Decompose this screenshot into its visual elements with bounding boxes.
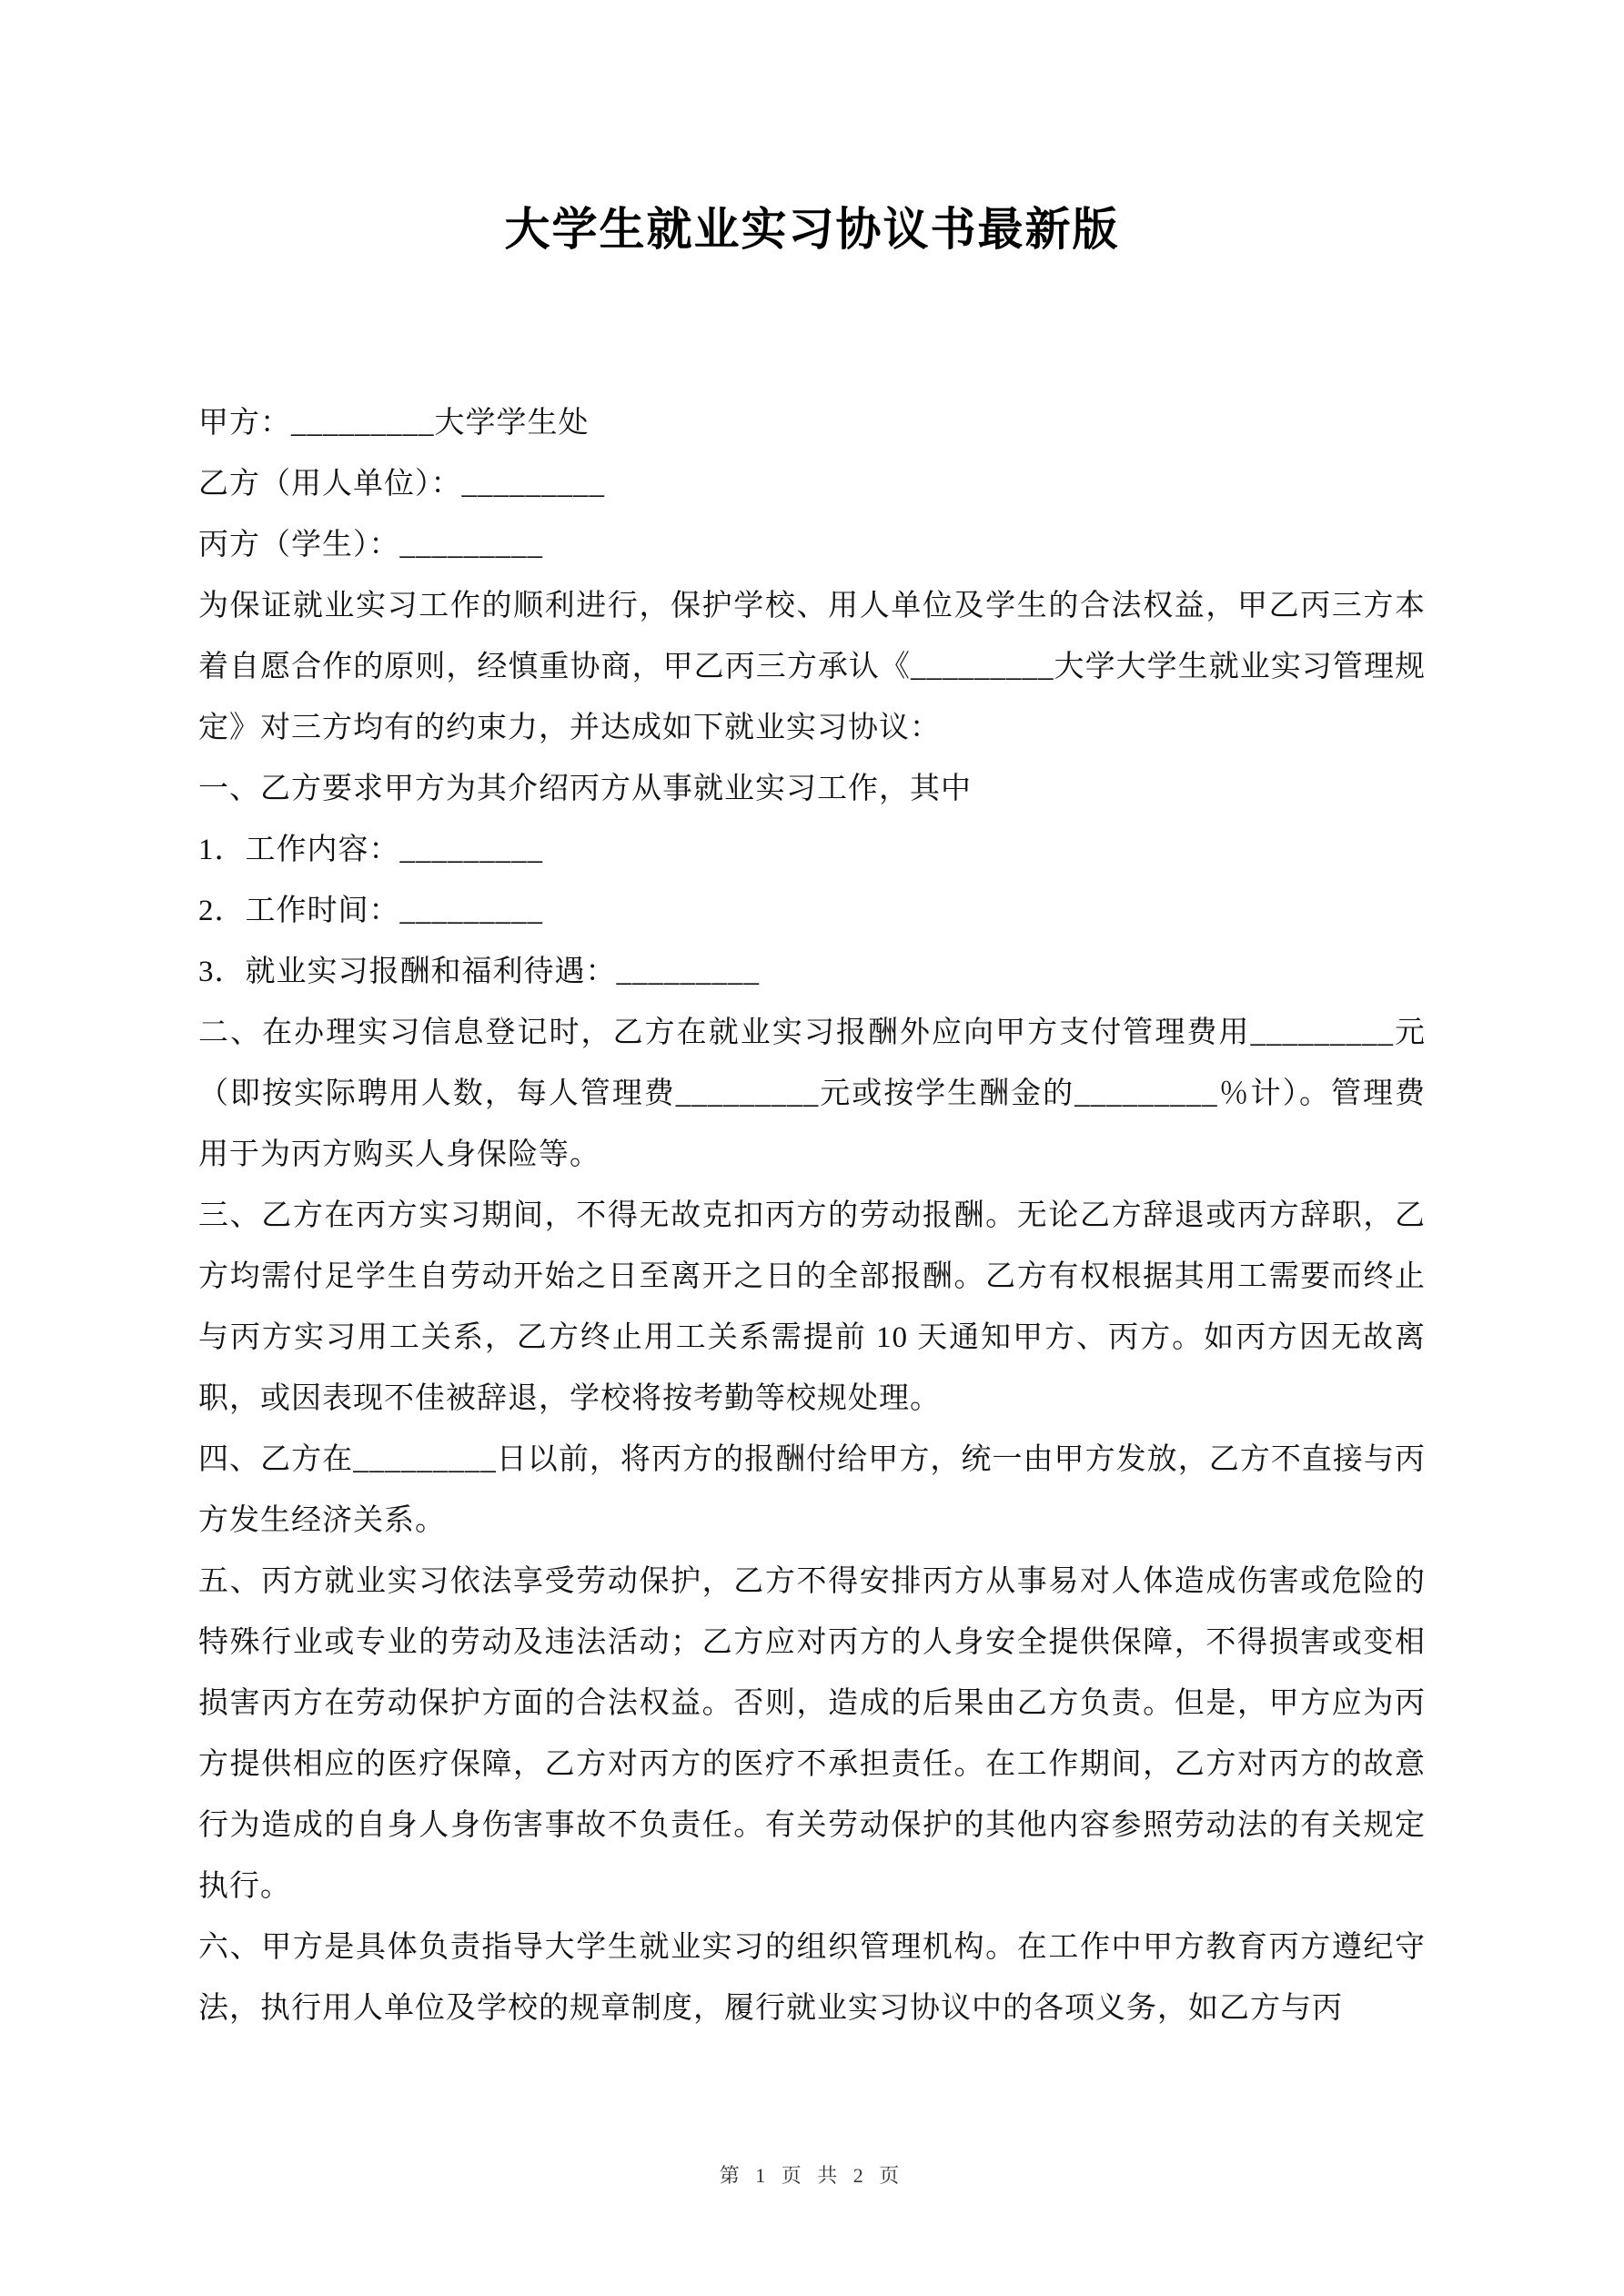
paragraph-clause-1-item1: 1．工作内容：_________ (198, 834, 543, 866)
paragraph-clause-1-item2: 2．工作时间：_________ (198, 895, 543, 927)
paragraph-party-b: 乙方（用人单位）：_________ (198, 468, 605, 501)
paragraph-clause-5: 五、丙方就业实习依法享受劳动保护，乙方不得安排丙方从事易对人体造成伤害或危险的特殊行业或专业的劳动及违法活动；乙方应对丙方的人身安全提供保障，不得损害或变相损害丙方在劳动保护方面的合法权益。否则，造成的后果由乙方负责。但是，甲方应为丙方提供相应的医疗保障，乙方对丙方的医疗不承担责任。在工作期间，乙方对丙方的故意行为造成的自身人身伤害事故不负责任。有关劳动保护的其他内容参照劳动法的有关规定执行。 (198, 1565, 1426, 1903)
page-footer: 第 1 页 共 2 页 (719, 2164, 905, 2187)
paragraph-clause-6: 六、甲方是具体负责指导大学生就业实习的组织管理机构。在工作中甲方教育丙方遵纪守法，执行用人单位及学校的规章制度，履行就业实习协议中的各项义务，如乙方与丙 (198, 1931, 1426, 2025)
paragraph-clause-1-item3: 3．就业实习报酬和福利待遇：_________ (198, 956, 760, 988)
paragraph-clause-1: 一、乙方要求甲方为其介绍丙方从事就业实习工作，其中 (198, 773, 972, 805)
paragraph-party-a: 甲方：_________大学学生处 (198, 407, 590, 440)
paragraph-clause-2: 二、在办理实习信息登记时，乙方在就业实习报酬外应向甲方支付管理费用_________元（即按实际聘用人数，每人管理费_________元或按学生酬金的_________％计）。管理费用于为丙方购买人身保险等。 (198, 1017, 1426, 1171)
document-title: 大学生就业实习协议书最新版 (504, 204, 1120, 255)
paragraph-clause-3: 三、乙方在丙方实习期间，不得无故克扣丙方的劳动报酬。无论乙方辞退或丙方辞职，乙方均需付足学生自劳动开始之日至离开之日的全部报酬。乙方有权根据其用工需要而终止与丙方实习用工关系，乙方终止用工关系需提前 10 天通知甲方、丙方。如丙方因无故离职，或因表现不佳被辞退，学校将按考勤等校规处理。 (198, 1199, 1426, 1415)
paragraph-preamble: 为保证就业实习工作的顺利进行，保护学校、用人单位及学生的合法权益，甲乙丙三方本着自愿合作的原则，经慎重协商，甲乙丙三方承认《_________大学大学生就业实习管理规定》对三方均有的约束力，并达成如下就业实习协议： (198, 590, 1426, 744)
paragraph-party-c: 丙方（学生）：_________ (198, 529, 543, 561)
paragraph-clause-4: 四、乙方在_________日以前，将丙方的报酬付给甲方，统一由甲方发放，乙方不直接与丙方发生经济关系。 (198, 1443, 1426, 1537)
document-body (198, 393, 1426, 2039)
